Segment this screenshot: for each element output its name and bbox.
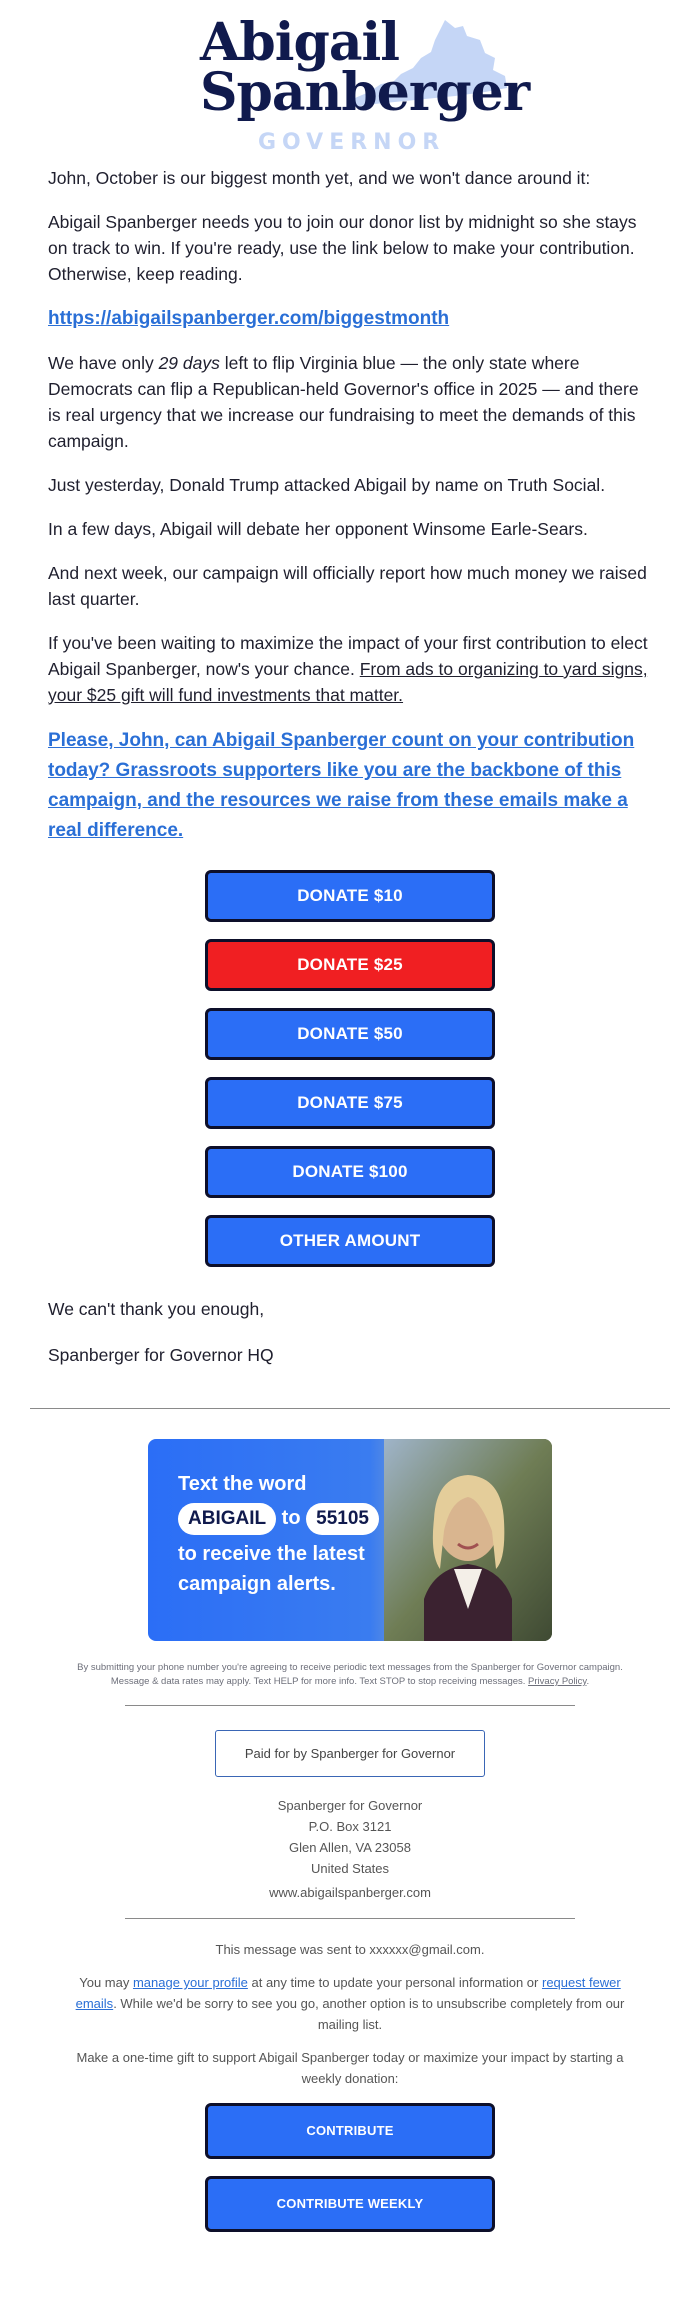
contribute-weekly-button[interactable]: CONTRIBUTE WEEKLY <box>205 2176 495 2232</box>
mailing-address: Spanberger for Governor P.O. Box 3121 Glen Allen, VA 23058 United States <box>277 1798 423 1876</box>
sms-number-pill: 55105 <box>306 1503 379 1535</box>
website-text: www.abigailspanberger.com <box>269 1885 431 1900</box>
candidate-photo <box>384 1439 552 1641</box>
email-body <box>0 165 700 846</box>
signoff <box>0 1284 700 1368</box>
logo-last-name: Spanberger <box>200 62 530 123</box>
request-fewer-emails-link[interactable]: request fewer emails <box>75 1975 621 2011</box>
greeting-paragraph: John, October is our biggest month yet, and we won't dance around it: <box>48 168 591 188</box>
debate-paragraph: In a few days, Abigail will debate her opponent Winsome Earle-Sears. <box>48 519 588 539</box>
link-paragraph <box>48 305 652 332</box>
sms-banner-text: Text the word ABIGAIL to 55105 to receive the latest campaign alerts. <box>178 1469 379 1599</box>
ask-paragraph <box>48 726 652 846</box>
trump-paragraph: Just yesterday, Donald Trump attacked Abigail by name on Truth Social. <box>48 475 606 495</box>
donate-25-button[interactable]: DONATE $25 <box>205 939 495 991</box>
donate-75-button[interactable]: DONATE $75 <box>205 1077 495 1129</box>
privacy-policy-link[interactable]: Privacy Policy <box>528 1676 587 1687</box>
ask-link[interactable]: Please, John, can Abigail Spanberger count on your contribution today? Grassroots supporters like you are the backbone of this campaign, and the resources we raise from these emails make a real difference. <box>48 730 635 841</box>
other-amount-button[interactable]: OTHER AMOUNT <box>205 1215 495 1267</box>
biggest-month-link[interactable]: https://abigailspanberger.com/biggestmonth <box>48 308 450 329</box>
logo-wordmark <box>200 12 530 123</box>
days-left-paragraph: We have only 29 days left to flip Virginia blue — the only state where Democrats can flip a Republican-held Governor's office in 2025 — and there is real urgency that we increase our fundraising to meet the demands of this campaign. <box>48 353 639 451</box>
sent-to-text: This message was sent to xxxxxx@gmail.com. <box>215 1942 485 1957</box>
days-left-emphasis: 29 days <box>158 353 220 373</box>
donate-10-button[interactable]: DONATE $10 <box>205 870 495 922</box>
gift-prompt-text: Make a one-time gift to support Abigail Spanberger today or maximize your impact by starting a weekly donation: <box>76 2050 624 2086</box>
donate-100-button[interactable]: DONATE $100 <box>205 1146 495 1198</box>
paid-for-box: Paid for by Spanberger for Governor <box>215 1730 485 1777</box>
report-paragraph: And next week, our campaign will officially report how much money we raised last quarter. <box>48 563 647 609</box>
donate-50-button[interactable]: DONATE $50 <box>205 1008 495 1060</box>
gift-impact-text: From ads to organizing to yard signs, your $25 gift will fund investments that matter. <box>48 659 648 705</box>
thanks-text: We can't thank you enough, <box>48 1299 265 1319</box>
sender-text: Spanberger for Governor HQ <box>48 1345 274 1365</box>
sms-signup-banner[interactable] <box>148 1439 552 1641</box>
donate-buttons <box>0 864 700 1267</box>
donor-list-paragraph: Abigail Spanberger needs you to join our donor list by midnight so she stays on track to win. If you're ready, use the link below to make your contribution. Otherwise, keep reading. <box>48 212 637 284</box>
logo-first-name: Abigail <box>200 12 400 73</box>
logo-subtitle: GOVERNOR <box>258 130 446 155</box>
impact-paragraph: If you've been waiting to maximize the impact of your first contribution to elect Abigail Spanberger, now's your chance. From ads to organizing to yard signs, your $25 gift will fund investments that matter. <box>48 633 648 705</box>
campaign-logo[interactable] <box>200 12 530 158</box>
sms-keyword-pill: ABIGAIL <box>178 1503 276 1535</box>
email-header <box>0 0 700 165</box>
footer-divider-top <box>125 1705 575 1706</box>
manage-profile-link[interactable]: manage your profile <box>132 1975 248 1990</box>
section-divider <box>30 1408 670 1409</box>
sms-legal-text: By submitting your phone number you're agreeing to receive periodic text messages from the Spanberger for Governor campaign. Message & data rates may apply. Text HELP for more info. Text STOP to stop receiving messages. Privacy Policy. <box>77 1662 623 1687</box>
contribute-button[interactable]: CONTRIBUTE <box>205 2103 495 2159</box>
manage-preferences-text: You may manage your profile at any time to update your personal information or request fewer emails. While we'd be sorry to see you go, another option is to unsubscribe completely from our mailing list. <box>75 1975 625 2032</box>
